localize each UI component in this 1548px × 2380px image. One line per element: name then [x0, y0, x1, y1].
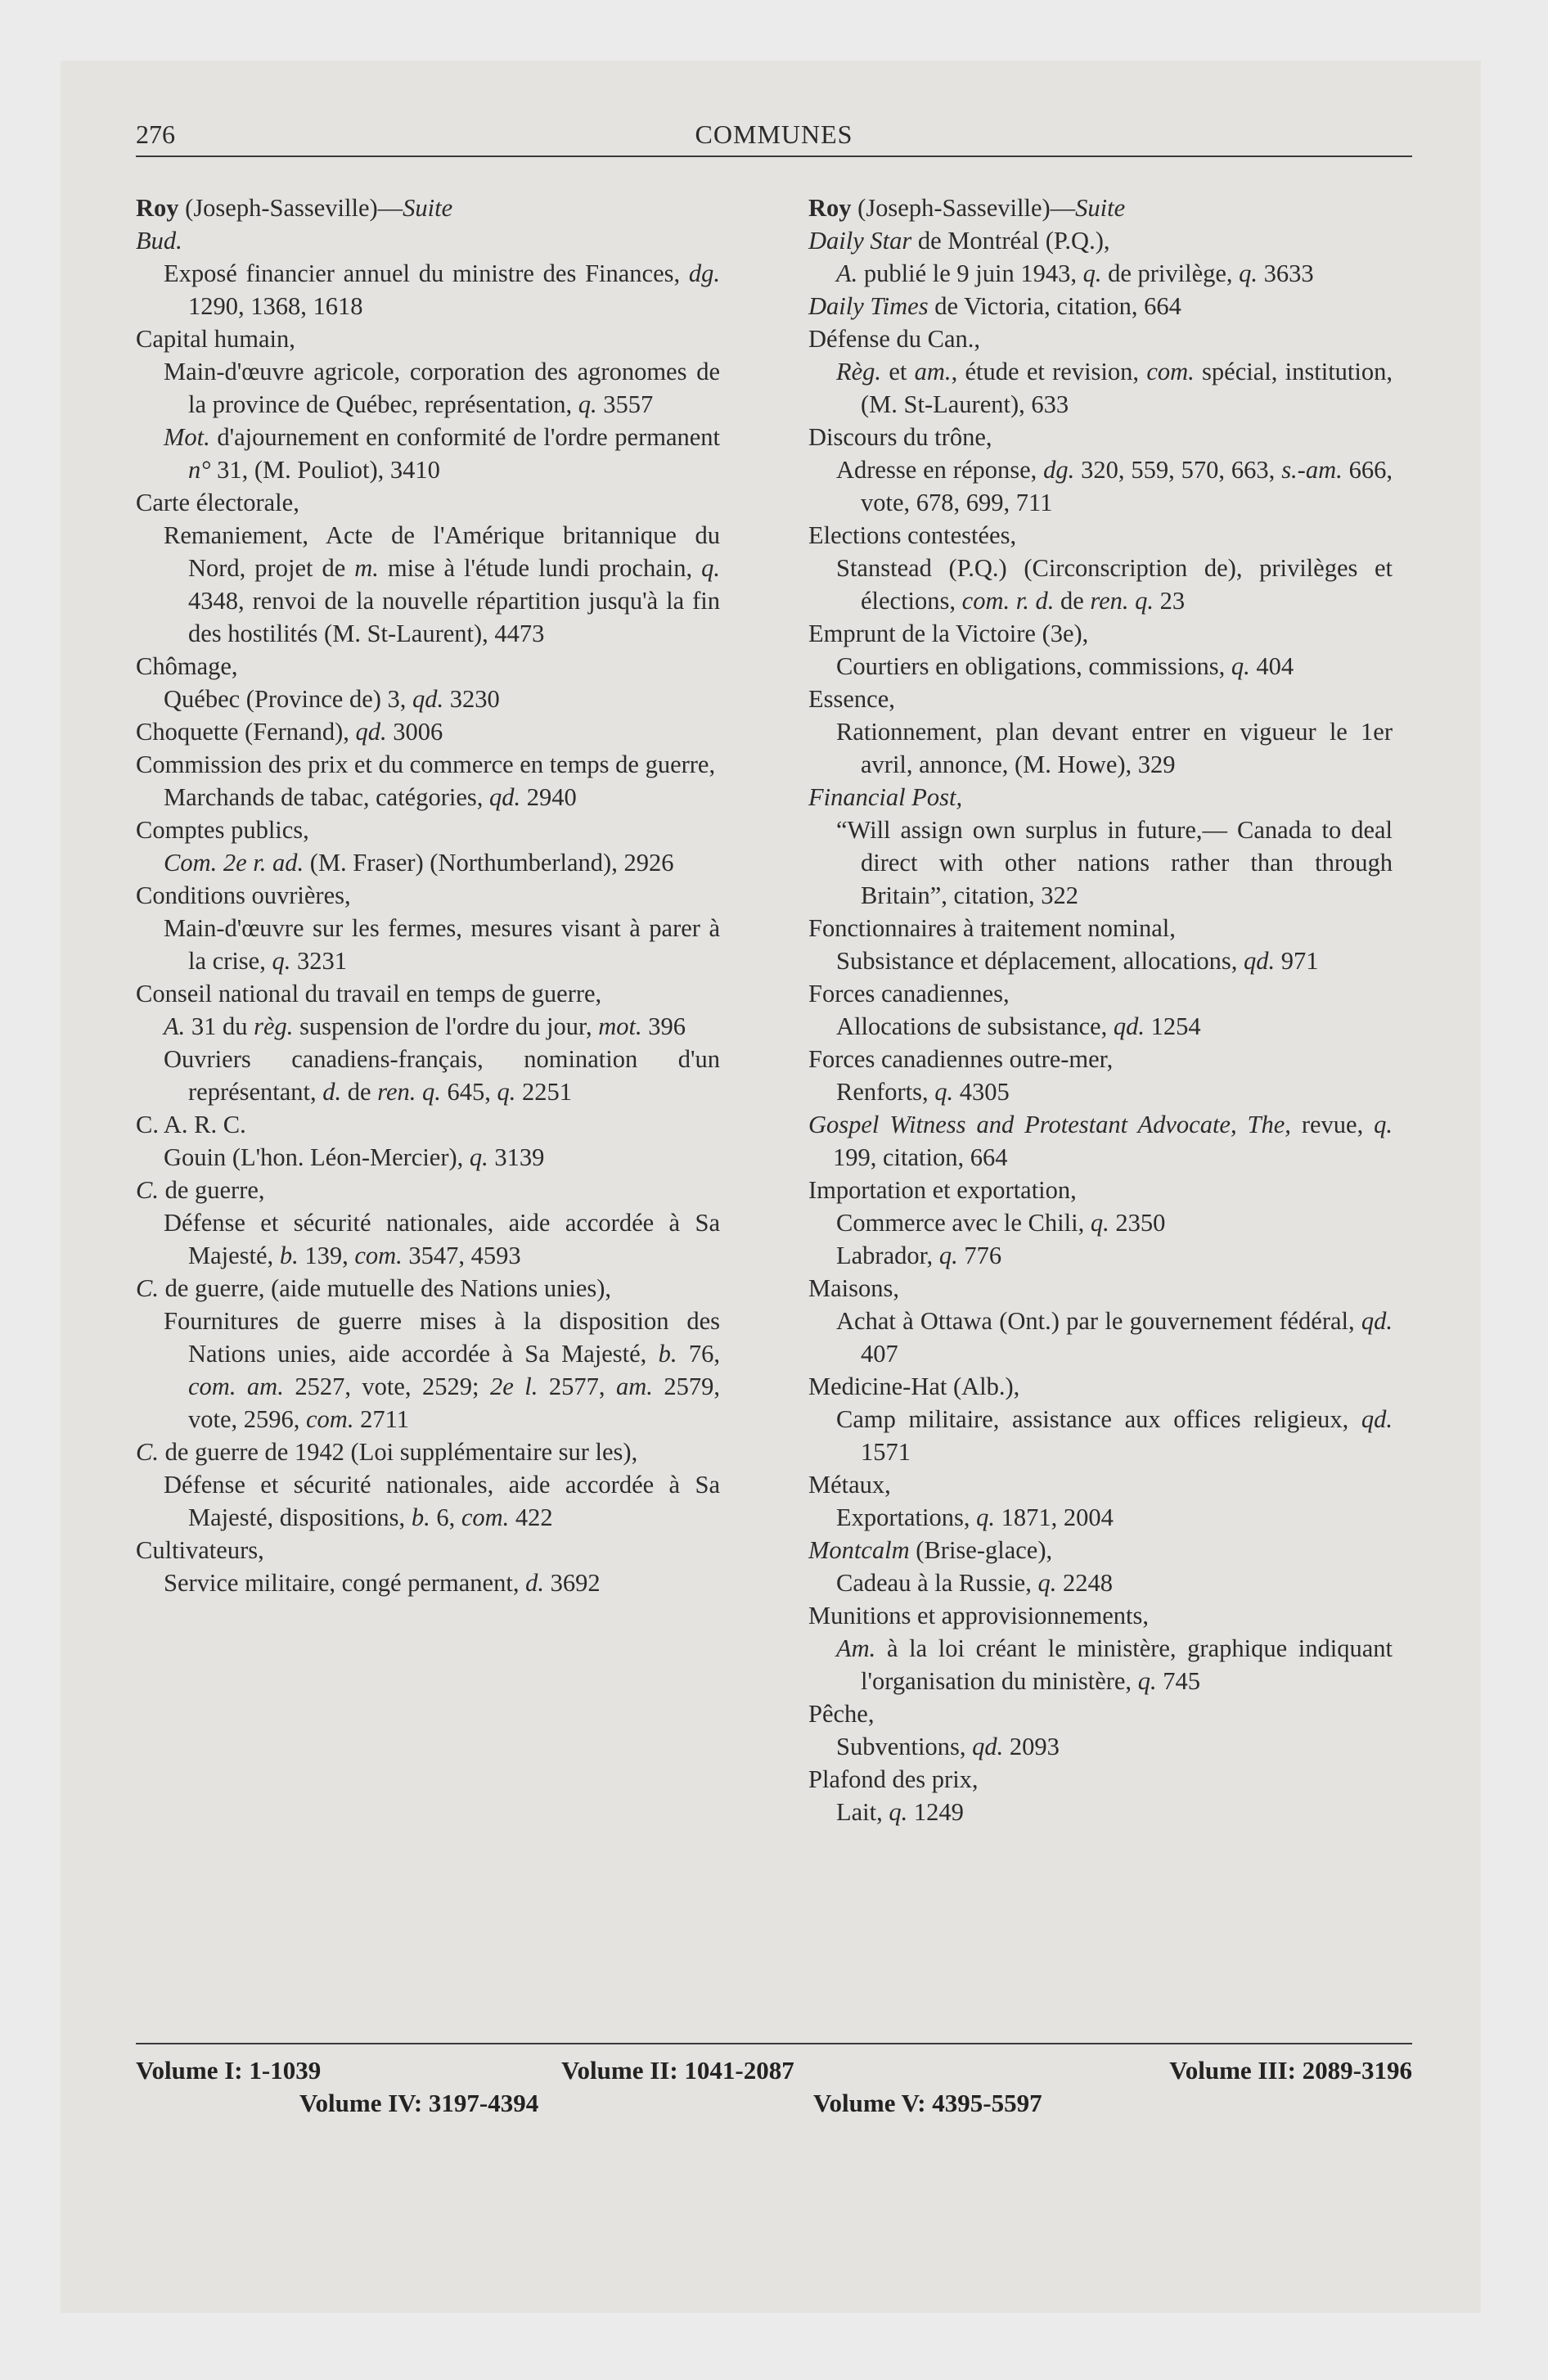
entry-text: 1290, 1368, 1618: [188, 292, 363, 320]
entry-text: 666, vote, 678, 699, 711: [861, 456, 1393, 516]
entry-text: 4348, renvoi de la nouvelle répartition jusqu'à la fin des hostilités (M. St-Laurent), 4473: [188, 587, 720, 647]
index-subentry: [136, 1468, 720, 1534]
entry-text: Pêche,: [808, 1700, 875, 1728]
index-entry: [136, 715, 720, 748]
entry-text: d.: [322, 1078, 342, 1106]
entry-text: et: [881, 358, 915, 385]
entry-text: Fonctionnaires à traitement nominal,: [808, 914, 1176, 942]
entry-text: Financial Post,: [808, 783, 963, 811]
index-subentry: [808, 715, 1393, 781]
entry-text: de guerre, (aide mutuelle des Nations unies),: [158, 1274, 612, 1302]
entry-text: (Brise-glace),: [909, 1536, 1053, 1564]
entry-text: Marchands de tabac, catégories,: [164, 783, 490, 811]
entry-text: 31 du: [185, 1012, 254, 1040]
entry-text: com.: [461, 1503, 510, 1531]
entry-text: Lait,: [836, 1798, 889, 1826]
entry-text: Daily Times: [808, 292, 929, 320]
entry-text: Labrador,: [836, 1242, 939, 1269]
entry-text: 2579, vote, 2596,: [188, 1373, 720, 1433]
index-entry: [808, 1599, 1393, 1632]
index-subentry: [808, 814, 1393, 912]
entry-text: q.: [1137, 1667, 1157, 1695]
entry-text: n°: [188, 456, 211, 484]
entry-text: de guerre,: [158, 1176, 265, 1204]
entry-text: spécial, institution, (M. St-Laurent), 633: [861, 358, 1393, 418]
entry-text: d'ajournement en conformité de l'ordre permanent: [209, 423, 720, 451]
entry-text: de: [341, 1078, 378, 1106]
entry-text: 422: [509, 1503, 553, 1531]
entry-text: d.: [525, 1569, 544, 1597]
entry-text: Com. 2e r. ad.: [164, 849, 304, 877]
entry-text: Emprunt de la Victoire (3e),: [808, 620, 1089, 647]
header-rule: [136, 156, 1412, 157]
index-entry: [808, 781, 1393, 814]
entry-text: Camp militaire, assistance aux offices religieux,: [836, 1405, 1361, 1433]
entry-text: Fournitures de guerre mises à la disposition des Nations unies, aide accordée à Sa Majesté,: [164, 1307, 720, 1368]
index-entry: [808, 1043, 1393, 1075]
entry-text: 1249: [907, 1798, 964, 1826]
entry-text: Main-d'œuvre agricole, corporation des agronomes de la province de Québec, représentation,: [164, 358, 720, 418]
entry-text: Règ.: [836, 358, 882, 385]
index-entry: [136, 1534, 720, 1566]
index-entry: [808, 421, 1393, 453]
volume-1-range: Volume I: 1-1039: [136, 2056, 322, 2085]
index-entry: [136, 879, 720, 912]
entry-text: 76,: [677, 1340, 720, 1368]
entry-text: à la loi créant le ministère, graphique indiquant l'organisation du ministère,: [861, 1634, 1393, 1695]
entry-text: com.: [1146, 358, 1195, 385]
entry-text: dg.: [688, 259, 720, 287]
index-subentry: [136, 781, 720, 814]
entry-text: Roy: [136, 194, 179, 222]
entry-text: am.: [615, 1373, 653, 1400]
entry-text: Conditions ouvrières,: [136, 881, 351, 909]
entry-text: A.: [836, 259, 858, 287]
entry-text: publié le 9 juin 1943,: [857, 259, 1083, 287]
entry-text: revue,: [1290, 1111, 1375, 1138]
entry-text: , étude et revision,: [951, 358, 1147, 385]
volume-4-range: Volume IV: 3197-4394: [299, 2089, 539, 2117]
entry-text: 396: [641, 1012, 686, 1040]
entry-text: Stanstead (P.Q.) (Circonscription de), privilèges et élections,: [836, 554, 1393, 615]
entry-text: de: [1054, 587, 1091, 615]
entry-text: 1571: [861, 1438, 911, 1466]
entry-text: com. am.: [188, 1373, 284, 1400]
index-entry: [808, 683, 1393, 715]
right-column: [808, 192, 1393, 1828]
index-entry: [136, 486, 720, 519]
index-subentry: [808, 355, 1393, 421]
entry-text: 3231: [290, 947, 347, 975]
entry-text: Essence,: [808, 685, 895, 713]
entry-text: 4305: [953, 1078, 1010, 1106]
entry-text: Importation et exportation,: [808, 1176, 1077, 1204]
entry-text: q.: [1037, 1569, 1057, 1597]
entry-text: Subsistance et déplacement, allocations,: [836, 947, 1244, 975]
entry-text: 3006: [386, 718, 443, 746]
entry-text: q.: [1082, 259, 1102, 287]
entry-text: ren. q.: [377, 1078, 441, 1106]
entry-text: q.: [1231, 652, 1250, 680]
entry-text: am.: [914, 358, 952, 385]
entry-text: qd.: [1113, 1012, 1145, 1040]
entry-text: Exportations,: [836, 1503, 977, 1531]
entry-text: Courtiers en obligations, commissions,: [836, 652, 1231, 680]
page: [61, 61, 1481, 2313]
entry-text: qd.: [1361, 1405, 1393, 1433]
index-subentry: [808, 1305, 1393, 1370]
entry-text: Forces canadiennes outre-mer,: [808, 1045, 1114, 1073]
index-entry: [136, 1108, 720, 1141]
volume-index-footer: [136, 2054, 1412, 2120]
entry-text: 320, 559, 570, 663,: [1074, 456, 1282, 484]
index-subentry: [808, 650, 1393, 683]
entry-text: 3557: [596, 390, 654, 418]
index-entry: [136, 1174, 720, 1206]
entry-text: de Victoria, citation, 664: [928, 292, 1181, 320]
index-subentry: [136, 1141, 720, 1174]
entry-text: 645,: [440, 1078, 497, 1106]
entry-text: 2577,: [538, 1373, 616, 1400]
entry-text: Défense du Can.,: [808, 325, 981, 353]
index-subentry: [808, 453, 1393, 519]
entry-text: qd.: [355, 718, 387, 746]
entry-text: 776: [957, 1242, 1002, 1269]
entry-text: Carte électorale,: [136, 489, 299, 516]
index-entry: [136, 748, 720, 781]
index-entry: [136, 322, 720, 355]
entry-text: 6,: [430, 1503, 461, 1531]
entry-text: 745: [1156, 1667, 1200, 1695]
entry-text: 139,: [298, 1242, 355, 1269]
entry-text: Exposé financier annuel du ministre des Finances,: [164, 259, 689, 287]
index-entry: [808, 1272, 1393, 1305]
entry-text: Main-d'œuvre sur les fermes, mesures visant à parer à la crise,: [164, 914, 720, 975]
entry-text: b.: [658, 1340, 677, 1368]
entry-text: Forces canadiennes,: [808, 980, 1010, 1007]
entry-text: 404: [1249, 652, 1294, 680]
entry-text: Munitions et approvisionnements,: [808, 1602, 1149, 1629]
entry-text: Achat à Ottawa (Ont.) par le gouvernement fédéral,: [836, 1307, 1361, 1335]
left-column: [136, 192, 720, 1599]
entry-text: mot.: [598, 1012, 642, 1040]
entry-text: 1254: [1144, 1012, 1201, 1040]
volume-3-range: Volume III: 2089-3196: [1169, 2056, 1412, 2085]
entry-text: 2527, vote, 2529;: [283, 1373, 491, 1400]
entry-text: Bud.: [136, 227, 182, 255]
index-subentry: [808, 1403, 1393, 1468]
index-entry: [808, 1763, 1393, 1796]
entry-text: 3139: [488, 1143, 545, 1171]
entry-text: de Montréal (P.Q.),: [911, 227, 1110, 255]
index-subentry: [136, 912, 720, 977]
entry-text: 3692: [543, 1569, 601, 1597]
entry-text: q.: [701, 554, 720, 582]
entry-text: q.: [1239, 259, 1258, 287]
index-entry: [808, 617, 1393, 650]
entry-text: Remaniement, Acte de l'Amérique britannique du Nord, projet de: [164, 521, 720, 582]
index-subentry: [808, 944, 1393, 977]
index-subentry: [808, 257, 1393, 290]
entry-text: Maisons,: [808, 1274, 899, 1302]
entry-text: Rationnement, plan devant entrer en vigueur le 1er avril, annonce, (M. Howe), 329: [836, 718, 1393, 778]
entry-text: q.: [272, 947, 291, 975]
entry-text: Roy: [808, 194, 852, 222]
entry-text: q.: [934, 1078, 954, 1106]
index-subentry: [136, 1043, 720, 1108]
entry-text: qd.: [1244, 947, 1276, 975]
entry-text: 3230: [443, 685, 500, 713]
entry-text: Défense et sécurité nationales, aide accordée à Sa Majesté, dispositions,: [164, 1471, 720, 1531]
index-subentry: [136, 519, 720, 650]
index-subentry: [136, 1010, 720, 1043]
entry-text: 2093: [1003, 1733, 1060, 1760]
entry-text: Plafond des prix,: [808, 1765, 979, 1793]
index-subentry: [808, 1239, 1393, 1272]
entry-text: Suite: [403, 194, 453, 222]
entry-text: Cadeau à la Russie,: [836, 1569, 1038, 1597]
entry-text: ren. q.: [1090, 587, 1154, 615]
entry-text: 2251: [515, 1078, 572, 1106]
entry-text: com.: [306, 1405, 354, 1433]
entry-text: dg.: [1043, 456, 1075, 484]
entry-text: q.: [889, 1798, 908, 1826]
entry-text: Défense et sécurité nationales, aide accordée à Sa Majesté,: [164, 1209, 720, 1269]
index-heading: [808, 192, 1393, 224]
entry-text: 2248: [1056, 1569, 1113, 1597]
entry-text: Commission des prix et du commerce en temps de guerre,: [136, 751, 716, 778]
index-subentry: [136, 846, 720, 879]
entry-text: Gospel Witness and Protestant Advocate, The,: [808, 1111, 1291, 1138]
entry-text: 3547, 4593: [402, 1242, 521, 1269]
entry-text: C.: [136, 1274, 159, 1302]
entry-text: q.: [976, 1503, 995, 1531]
entry-text: qd.: [972, 1733, 1004, 1760]
entry-text: Suite: [1075, 194, 1126, 222]
entry-text: 199, citation, 664: [833, 1143, 1008, 1171]
index-entry: [136, 814, 720, 846]
entry-text: qd.: [489, 783, 521, 811]
entry-text: Gouin (L'hon. Léon-Mercier),: [164, 1143, 470, 1171]
entry-text: Service militaire, congé permanent,: [164, 1569, 526, 1597]
entry-text: Chômage,: [136, 652, 238, 680]
entry-text: Renforts,: [836, 1078, 935, 1106]
entry-text: Commerce avec le Chili,: [836, 1209, 1091, 1237]
index-subentry: [136, 1206, 720, 1272]
entry-text: com.: [354, 1242, 403, 1269]
entry-text: 2711: [353, 1405, 409, 1433]
entry-text: Discours du trône,: [808, 423, 992, 451]
index-entry: [136, 1272, 720, 1305]
index-heading: [136, 192, 720, 224]
entry-text: (M. Fraser) (Northumberland), 2926: [304, 849, 674, 877]
volume-2-range: Volume II: 1041-2087: [561, 2056, 794, 2085]
entry-text: (Joseph-Sasseville)—: [851, 194, 1076, 222]
index-entry: [808, 1534, 1393, 1566]
index-subentry: [808, 1010, 1393, 1043]
entry-text: 2940: [520, 783, 577, 811]
entry-text: Ouvriers canadiens-français, nomination d'un représentant,: [164, 1045, 720, 1106]
index-entry: [808, 1697, 1393, 1730]
index-subentry: [136, 257, 720, 322]
entry-text: q.: [1090, 1209, 1109, 1237]
entry-text: Choquette (Fernand),: [136, 718, 356, 746]
entry-text: qd.: [412, 685, 444, 713]
entry-text: Daily Star: [808, 227, 912, 255]
index-subentry: [808, 1206, 1393, 1239]
entry-text: 31, (M. Pouliot), 3410: [210, 456, 440, 484]
volume-5-range: Volume V: 4395-5597: [813, 2089, 1042, 2117]
entry-text: suspension de l'ordre du jour,: [293, 1012, 599, 1040]
index-entry: [136, 650, 720, 683]
entry-text: Cultivateurs,: [136, 1536, 264, 1564]
index-subentry: [136, 1566, 720, 1599]
index-entry: [136, 1436, 720, 1468]
entry-text: règ.: [254, 1012, 294, 1040]
index-subentry: [136, 1305, 720, 1436]
entry-text: 1871, 2004: [995, 1503, 1114, 1531]
index-subentry: [136, 421, 720, 486]
index-entry: [808, 224, 1393, 257]
entry-text: Mot.: [164, 423, 210, 451]
entry-text: Québec (Province de) 3,: [164, 685, 413, 713]
entry-text: 3633: [1258, 259, 1314, 287]
index-entry: [808, 1108, 1393, 1174]
index-subentry: [808, 1566, 1393, 1599]
entry-text: b.: [411, 1503, 430, 1531]
index-entry: [808, 1174, 1393, 1206]
entry-text: b.: [279, 1242, 299, 1269]
page-number: 276: [136, 119, 175, 149]
index-subentry: [808, 1730, 1393, 1763]
entry-text: 971: [1275, 947, 1319, 975]
entry-text: Subventions,: [836, 1733, 973, 1760]
entry-text: mise à l'étude lundi prochain,: [378, 554, 702, 582]
entry-text: q.: [1374, 1111, 1393, 1138]
index-entry: [808, 1370, 1393, 1403]
entry-text: de guerre de 1942 (Loi supplémentaire sur les),: [158, 1438, 638, 1466]
entry-text: C.: [136, 1176, 159, 1204]
entry-text: 2350: [1109, 1209, 1166, 1237]
entry-text: Métaux,: [808, 1471, 891, 1499]
entry-text: 407: [861, 1340, 898, 1368]
entry-text: Elections contestées,: [808, 521, 1017, 549]
entry-text: m.: [354, 554, 379, 582]
footer-rule: [136, 2043, 1412, 2044]
entry-text: C.: [136, 1438, 159, 1466]
entry-text: C. A. R. C.: [136, 1111, 246, 1138]
index-subentry: [808, 552, 1393, 617]
index-entry: [808, 977, 1393, 1010]
entry-text: s.-am.: [1281, 456, 1343, 484]
entry-text: Adresse en réponse,: [836, 456, 1044, 484]
entry-text: q.: [497, 1078, 516, 1106]
index-entry: [136, 224, 720, 257]
index-subentry: [136, 683, 720, 715]
entry-text: Montcalm: [808, 1536, 910, 1564]
index-subentry: [808, 1796, 1393, 1828]
entry-text: (Joseph-Sasseville)—: [178, 194, 403, 222]
entry-text: qd.: [1361, 1307, 1393, 1335]
index-entry: [808, 322, 1393, 355]
index-subentry: [808, 1501, 1393, 1534]
entry-text: Am.: [836, 1634, 876, 1662]
entry-text: A.: [164, 1012, 186, 1040]
index-subentry: [136, 355, 720, 421]
entry-text: Capital humain,: [136, 325, 295, 353]
entry-text: q.: [938, 1242, 958, 1269]
index-entry: [808, 290, 1393, 322]
entry-text: q.: [469, 1143, 488, 1171]
index-subentry: [808, 1075, 1393, 1108]
entry-text: de privilège,: [1101, 259, 1240, 287]
entry-text: Allocations de subsistance,: [836, 1012, 1114, 1040]
entry-text: Comptes publics,: [136, 816, 309, 844]
index-subentry: [808, 1632, 1393, 1697]
entry-text: Medicine-Hat (Alb.),: [808, 1373, 1020, 1400]
entry-text: Conseil national du travail en temps de guerre,: [136, 980, 602, 1007]
index-entry: [136, 977, 720, 1010]
entry-text: 2e l.: [490, 1373, 538, 1400]
entry-text: q.: [578, 390, 597, 418]
entry-text: com. r. d.: [961, 587, 1055, 615]
entry-text: “Will assign own surplus in future,— Canada to deal direct with other nations rather than through Britain”, citation, 322: [836, 816, 1393, 909]
index-entry: [808, 1468, 1393, 1501]
entry-text: 23: [1154, 587, 1186, 615]
index-entry: [808, 519, 1393, 552]
running-head: COMMUNES: [695, 119, 853, 149]
index-entry: [808, 912, 1393, 944]
